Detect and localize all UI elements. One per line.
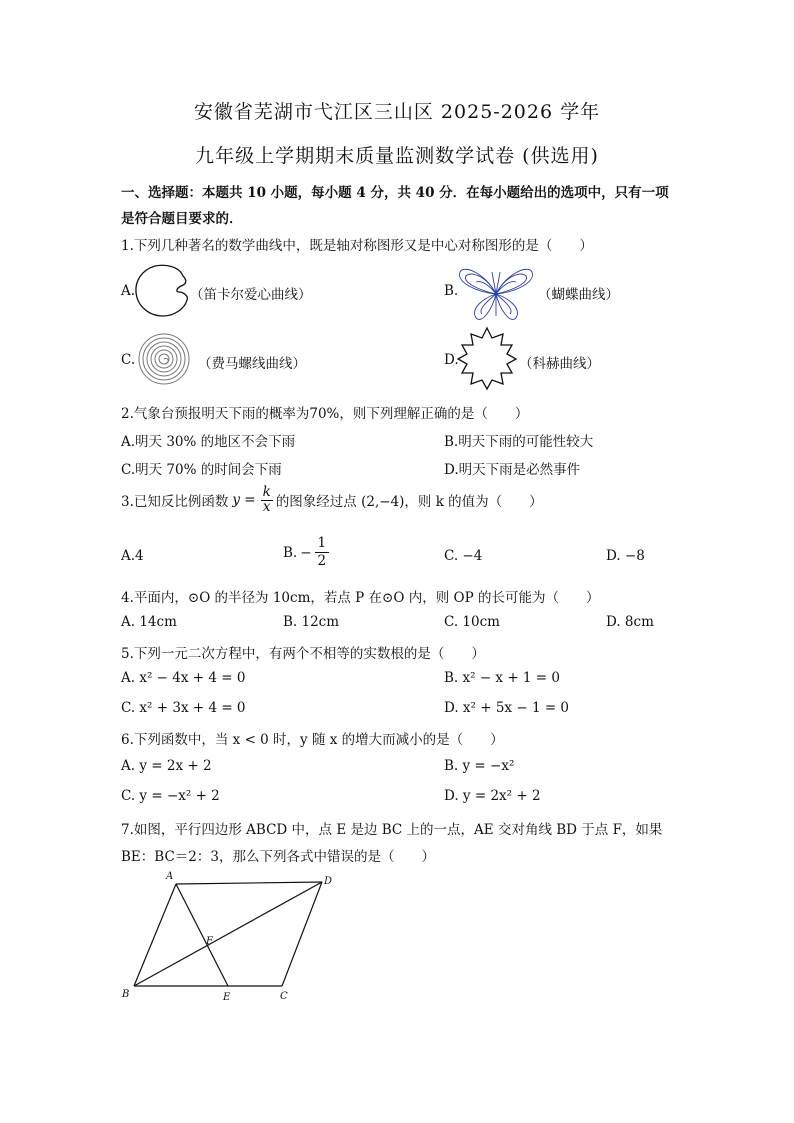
cardioid-curve-icon [133,262,191,320]
q4-option-d: D. 8cm [606,614,654,630]
q2-option-a: A.明天 30% 的地区不会下雨 [121,434,296,450]
q6-option-c: C. y = −x² + 2 [121,788,220,804]
q3-fraction-numerator: k [262,484,271,500]
q3-fraction-denominator: x [262,498,271,515]
q1-option-b-text: （蝴蝶曲线） [538,287,619,303]
segment-ad [176,882,322,884]
q3-option-c: C. −4 [444,548,483,564]
q3-option-a: A.4 [121,548,144,564]
q7-stem-line-1: 7.如图，平行四边形 ABCD 中，点 E 是边 BC 上的一点，AE 交对角线 BD 于点 F，如果 [121,822,663,838]
q5-option-d: D. x² + 5x − 1 = 0 [444,700,570,716]
q1-option-a-text: （笛卡尔爱心曲线） [190,287,312,303]
butterfly-curve-icon [456,264,536,324]
q4-option-a: A. 14cm [121,614,177,630]
title-line-2: 九年级上学期期末质量监测数学试卷 (供选用) [195,145,599,167]
q6-option-a: A. y = 2x + 2 [121,758,212,774]
q3-fraction-k-over-x [261,486,273,514]
q3-option-d: D. −8 [606,548,645,564]
q3-stem-prefix: 3.已知反比例函数 [121,494,229,510]
q3-function-lhs: y = [232,492,256,508]
q6-option-b: B. y = −x² [444,758,515,774]
q2-option-c: C.明天 70% 的时间会下雨 [121,462,282,478]
q1-option-b-letter: B. [444,283,459,299]
q3-stem-suffix: 的图象经过点 (2,−4)，则 k 的值为（ ） [275,494,543,510]
q1-stem: 1.下列几种著名的数学曲线中，既是轴对称图形又是中心对称图形的是（ ） [121,238,593,254]
fermat-spiral-icon [134,333,194,385]
q2-option-d: D.明天下雨是必然事件 [444,462,581,478]
vertex-label-c: C [280,991,288,1002]
q2-stem: 2.气象台预报明天下雨的概率为70%，则下列理解正确的是（ ） [121,406,529,422]
vertex-label-a: A [166,871,174,882]
segment-ab [134,884,176,986]
title-line-1: 安徽省芜湖市弋江区三山区 2025-2026 学年 [193,101,601,123]
q3-option-b-numerator: 1 [315,536,330,553]
parallelogram-diagram [118,866,338,1006]
vertex-label-d: D [324,876,333,887]
q4-option-c: C. 10cm [444,614,500,630]
section-heading-line-1: 一、选择题：本题共 10 小题，每小题 4 分，共 40 分．在每小题给出的选项中，只有一项 [121,185,669,201]
q1-option-d-letter: D. [444,352,459,368]
koch-snowflake-icon [456,326,518,390]
q3-option-b-prefix: B. [283,545,298,561]
q7-stem-line-2: BE：BC＝2：3，那么下列各式中错误的是（ ） [121,849,435,865]
q5-option-b: B. x² − x + 1 = 0 [444,670,561,686]
q1-option-c-text: （费马螺线曲线） [198,356,306,372]
q5-option-c: C. x² + 3x + 4 = 0 [121,700,246,716]
segment-dc [282,882,322,986]
point-label-f: F [206,936,213,947]
vertex-label-b: B [122,989,130,1000]
q4-stem: 4.平面内，⊙O 的半径为 10cm，若点 P 在⊙O 内，则 OP 的长可能为（ ） [121,590,600,606]
section-heading-line-2: 是符合题目要求的． [121,211,243,227]
q1-option-a-letter: A. [121,283,136,299]
point-label-e: E [223,992,231,1003]
q4-option-b: B. 12cm [283,614,340,630]
q3-option-b-sign: − [300,545,312,561]
q2-option-b: B.明天下雨的可能性较大 [444,434,594,450]
q3-stem [121,486,543,514]
q6-option-d: D. y = 2x² + 2 [444,788,541,804]
q6-stem: 6.下列函数中，当 x < 0 时，y 随 x 的增大而减小的是（ ） [121,732,504,748]
q1-option-c-letter: C. [121,352,136,368]
q3-option-b [283,536,329,570]
q5-stem: 5.下列一元二次方程中，有两个不相等的实数根的是（ ） [121,646,485,662]
q1-option-d-text: （科赫曲线） [519,356,600,372]
segment-ae [176,884,228,986]
q3-option-b-fraction [315,536,330,570]
q3-option-b-denominator: 2 [317,552,327,569]
diagonal-bd [134,882,322,986]
q5-option-a: A. x² − 4x + 4 = 0 [121,670,246,686]
